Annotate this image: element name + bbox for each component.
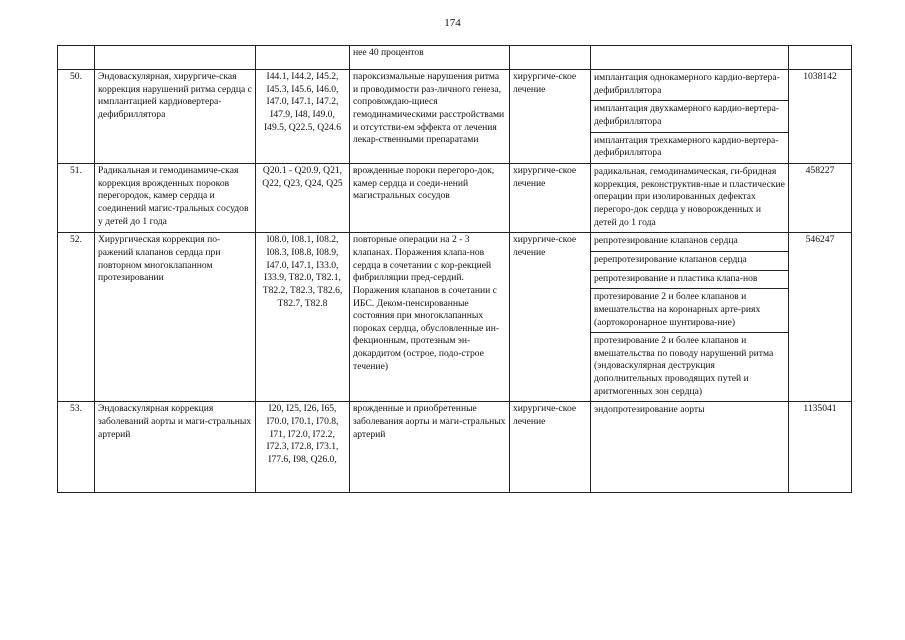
- treatment-type: хирургиче-ское лечение: [510, 163, 591, 232]
- treatment-method: репротезирование клапанов сердца: [591, 233, 789, 252]
- condition-name: [95, 46, 256, 70]
- table-row: [58, 163, 852, 232]
- row-number: 53.: [58, 402, 95, 493]
- icd-codes: I44.1, I44.2, I45.2, I45.3, I45.6, I46.0, I47.0, I47.1, I47.2, I47.9, I48, I49.0, I49.5, Q22.5, Q24.6: [256, 70, 350, 164]
- treatment-method: радикальная, гемодинамическая, ги-бридная коррекция, реконструктив-ные и пластические операции при изолированных дефектах перегоро-док сердца у новорожденных и детей до 1 года: [591, 163, 789, 232]
- treatment-type: [510, 46, 591, 70]
- treatment-method: протезирование 2 и более клапанов и вмешательства на коронарных арте-риях (аортокоронарное шунтирова-ние): [591, 289, 789, 333]
- cost-value: 1135041: [789, 402, 852, 493]
- row-number: 50.: [58, 70, 95, 164]
- condition-name: Радикальная и гемодинамиче-ская коррекция врожденных пороков перегородок, камер сердца и соединений магис-тральных сосудов у детей до 1 года: [95, 163, 256, 232]
- row-number: 51.: [58, 163, 95, 232]
- treatment-type: хирургиче-ское лечение: [510, 70, 591, 164]
- row-number: [58, 46, 95, 70]
- treatment-type: хирургиче-ское лечение: [510, 402, 591, 493]
- condition-name: Хирургическая коррекция по-ражений клапанов сердца при повторном многоклапанном протезировании: [95, 233, 256, 402]
- patient-model: пароксизмальные нарушения ритма и проводимости раз-личного генеза, сопровождаю-щиеся гемодинамическими расстройствами и отсутстви-ем эффекта от лечения лекар-ственными препаратами: [350, 70, 510, 164]
- page-number: 174: [444, 17, 461, 29]
- services-table: [57, 45, 852, 493]
- treatment-method: имплантация двухкамерного кардио-вертера-дефибриллятора: [591, 101, 789, 132]
- patient-model: врожденные и приобретенные заболевания аорты и маги-стральных артерий: [350, 402, 510, 493]
- patient-model: повторные операции на 2 - 3 клапанах. Поражения клапа-нов сердца в сочетании с кор-рекцией фибрилляции пред-сердий. Поражения клапанов в сочетании с ИБС. Деком-пенсированные состояния при многоклапанных пороках сердца, обусловленные ин-фекционным, протезным эн-докардитом (острое, подо-строе течение): [350, 233, 510, 402]
- table-row: [58, 233, 852, 252]
- icd-codes: I08.0, I08.1, I08.2, I08.3, I08.8, I08.9, I47.0, I47.1, I33.0, I33.9, T82.0, T82.1, T82.2, T82.3, T82.6, T82.7, T82.8: [256, 233, 350, 402]
- cost-value: 546247: [789, 233, 852, 402]
- treatment-method: протезирование 2 и более клапанов и вмешательства по поводу нарушений ритма (эндоваскулярная деструкция дополнительных проводящих путей и аритмогенных зон сердца): [591, 333, 789, 402]
- cost-value: 458227: [789, 163, 852, 232]
- treatment-method: эндопротезирование аорты: [591, 402, 789, 493]
- treatment-method: ререпротезирование клапанов сердца: [591, 251, 789, 270]
- table-row: [58, 46, 852, 70]
- table-row: [58, 70, 852, 101]
- row-number: 52.: [58, 233, 95, 402]
- cost-value: 1038142: [789, 70, 852, 164]
- icd-codes: Q20.1 - Q20.9, Q21, Q22, Q23, Q24, Q25: [256, 163, 350, 232]
- icd-codes: I20, I25, I26, I65, I70.0, I70.1, I70.8, I71, I72.0, I72.2, I72.3, I72.8, I73.1, I77.6, I98, Q26.0,: [256, 402, 350, 493]
- patient-model: врожденные пороки перегоро-док, камер сердца и соеди-нений магистральных сосудов: [350, 163, 510, 232]
- condition-name: Эндоваскулярная, хирургиче-ская коррекция нарушений ритма сердца с имплантацией кардиовертера-дефибриллятора: [95, 70, 256, 164]
- cost-value: [789, 46, 852, 70]
- table-row: [58, 402, 852, 493]
- condition-name: Эндоваскулярная коррекция заболеваний аорты и маги-стральных артерий: [95, 402, 256, 493]
- treatment-method: имплантация трехкамерного кардио-вертера-дефибриллятора: [591, 132, 789, 163]
- treatment-method: имплантация однокамерного кардио-вертера-дефибриллятора: [591, 70, 789, 101]
- icd-codes: [256, 46, 350, 70]
- patient-model: нее 40 процентов: [350, 46, 510, 70]
- treatment-method: репротезирование и пластика клапа-нов: [591, 270, 789, 289]
- treatment-type: хирургиче-ское лечение: [510, 233, 591, 402]
- treatment-method: [591, 46, 789, 70]
